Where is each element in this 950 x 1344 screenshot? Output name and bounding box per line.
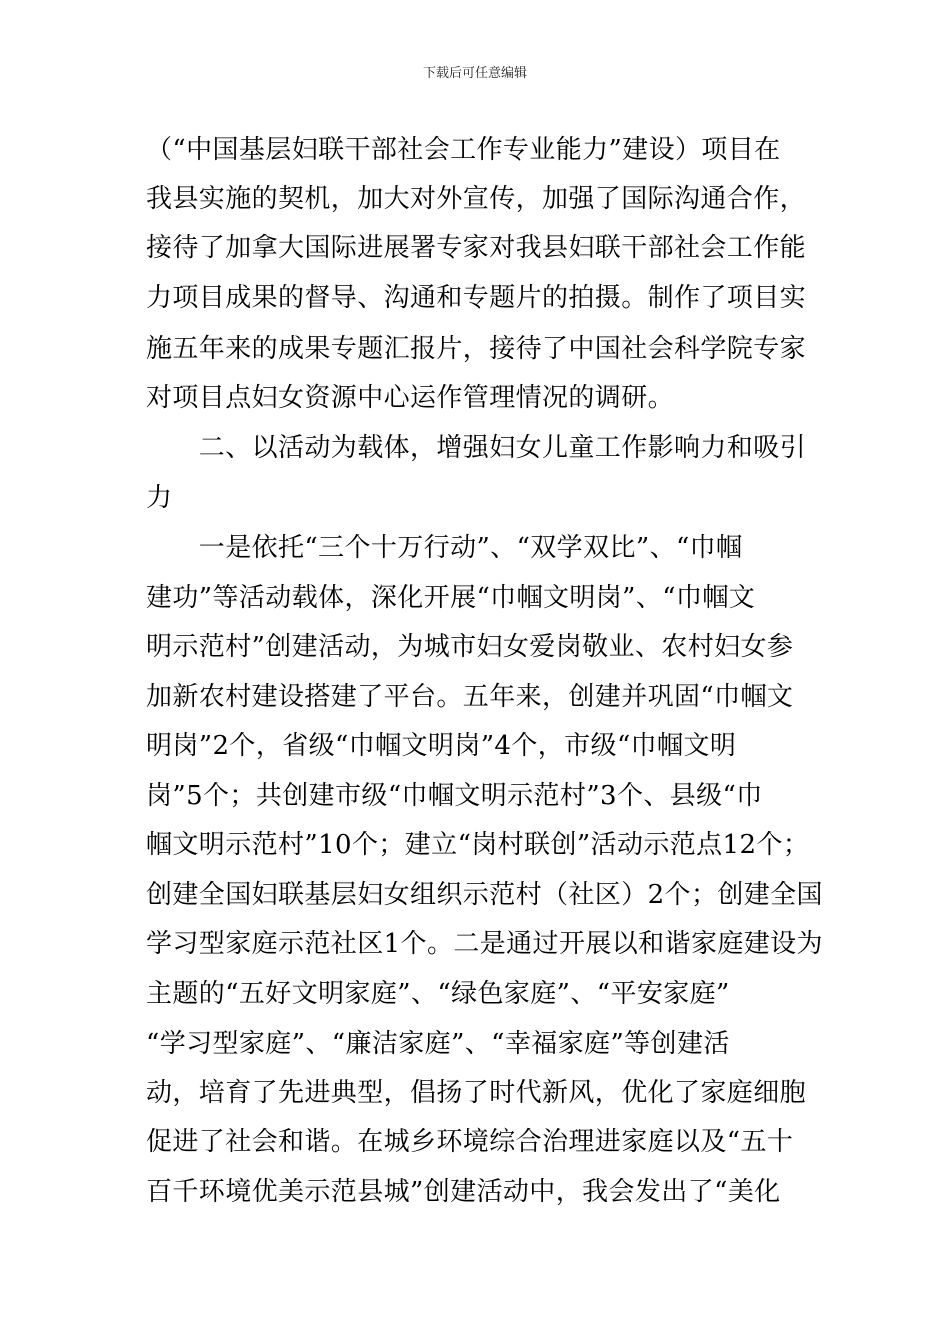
section-heading: 二、以活动为载体，增强妇女儿童工作影响力和吸引 (146, 433, 807, 463)
text-line: 动，培育了先进典型，倡扬了时代新风，优化了家庭细胞 (146, 1078, 807, 1108)
text-line: 明示范村”创建活动，为城市妇女爱岗敬业、农村妇女参 (146, 632, 794, 662)
text-line: （“中国基层妇联干部社会工作专业能力”建设）项目在 (146, 135, 781, 165)
text-line: 岗”5个；共创建市级“巾帼文明示范村”3个、县级“巾 (146, 781, 763, 811)
text-line: 一是依托“三个十万行动”、“双学双比”、“巾帼 (146, 533, 743, 563)
text-line: 接待了加拿大国际进展署专家对我县妇联干部社会工作能 (146, 233, 807, 263)
text-line: 我县实施的契机，加大对外宣传，加强了国际沟通合作， (146, 184, 807, 214)
text-line: 学习型家庭示范社区1个。二是通过开展以和谐家庭建设为 (146, 929, 823, 959)
text-line: 主题的“五好文明家庭”、“绿色家庭”、“平安家庭” (146, 979, 730, 1009)
section-heading-cont: 力 (146, 483, 173, 513)
text-line: 促进了社会和谐。在城乡环境综合治理进家庭以及“五十 (146, 1127, 794, 1157)
text-line: 建功”等活动载体，深化开展“巾帼文明岗”、“巾帼文 (146, 583, 756, 613)
text-line: “学习型家庭”、“廉洁家庭”、“幸福家庭”等创建活 (146, 1029, 730, 1059)
text-line: 百千环境优美示范县城”创建活动中，我会发出了“美化 (146, 1177, 781, 1207)
page-header: 下载后可任意编辑 (422, 66, 527, 81)
text-line: 帼文明示范村”10个；建立“岗村联创”活动示范点12个； (146, 830, 810, 860)
text-line: 对项目点妇女资源中心运作管理情况的调研。 (146, 383, 675, 413)
text-line: 力项目成果的督导、沟通和专题片的拍摄。制作了项目实 (146, 283, 807, 313)
text-line: 加新农村建设搭建了平台。五年来，创建并巩固“巾帼文 (146, 682, 794, 712)
text-line: 明岗”2个，省级“巾帼文明岗”4个，市级“巾帼文明 (146, 731, 737, 761)
text-line: 施五年来的成果专题汇报片，接待了中国社会科学院专家 (146, 334, 807, 364)
text-line: 创建全国妇联基层妇女组织示范村（社区）2个；创建全国 (146, 880, 823, 910)
